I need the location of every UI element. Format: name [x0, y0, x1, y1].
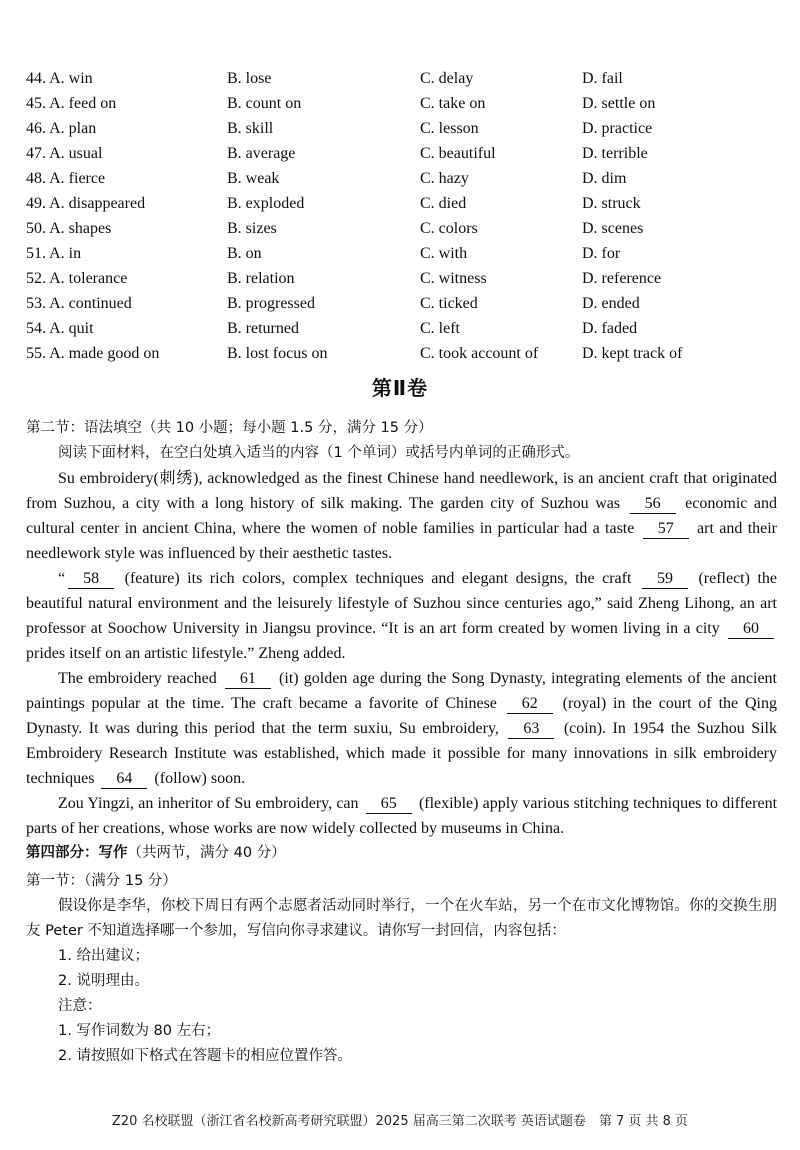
option-b: B. progressed	[227, 295, 315, 312]
passage-text: art and their needlework style was influenced by their aesthetic tastes.	[26, 520, 778, 562]
passage-text: (feature) its rich colors, complex techniques and elegant designs, the craft	[124, 570, 632, 587]
option-c: C. lesson	[420, 120, 479, 137]
option-a-text: A. made good on	[49, 345, 160, 362]
note-2: 2. 请按照如下格式在答题卡的相应位置作答。	[58, 1048, 352, 1064]
option-d: D. faded	[582, 320, 638, 337]
writing-part-heading	[26, 841, 777, 866]
passage-text: prides itself on an artistic lifestyle.” Zheng added.	[26, 645, 346, 662]
passage-text: (follow) soon.	[154, 770, 246, 787]
question-number: 45.	[26, 95, 46, 112]
passage-paragraph-4	[26, 791, 777, 841]
option-c: C. delay	[420, 70, 474, 87]
option-c: C. hazy	[420, 170, 469, 187]
question-number: 50.	[26, 220, 46, 237]
option-a-text: A. tolerance	[49, 270, 128, 287]
passage-paragraph-3	[26, 666, 777, 791]
blank-63[interactable]: 63	[508, 720, 554, 739]
option-d: D. for	[582, 245, 621, 262]
option-row-55	[26, 341, 786, 366]
passage-text: (flexible) apply various stitching techniques to different parts of her creations, whose works are now widely collected by museums in China.	[26, 795, 778, 837]
option-c: C. witness	[420, 270, 487, 287]
option-d: D. fail	[582, 70, 623, 87]
writing-section-heading: 第一节：（满分 15 分）	[26, 873, 177, 889]
option-a-text: A. plan	[49, 120, 97, 137]
grammar-section-heading: 第二节：语法填空（共 10 小题；每小题 1.5 分，满分 15 分）	[26, 420, 433, 436]
option-row-53	[26, 291, 786, 316]
option-a	[26, 91, 116, 116]
passage-text: Su embroidery(刺绣), acknowledged as the finest Chinese hand needlework, is an ancient craft that originated from Suzhou, a city with a long history of silk making. The garden city of Suzhou was	[26, 470, 777, 512]
note-1: 1. 写作词数为 80 左右；	[58, 1023, 221, 1039]
question-number: 44.	[26, 70, 46, 87]
blank-64[interactable]: 64	[101, 770, 147, 789]
blank-60[interactable]: 60	[728, 620, 774, 639]
passage-text: (it) golden age during the Song Dynasty, integrating elements of the ancient paintings popular at the time. The craft became a favorite of Chinese	[26, 670, 777, 712]
option-b: B. lost focus on	[227, 345, 328, 362]
option-d: D. dim	[582, 170, 627, 187]
option-c: C. colors	[420, 220, 478, 237]
option-b: B. average	[227, 145, 296, 162]
option-b: B. skill	[227, 120, 274, 137]
option-a	[26, 341, 159, 366]
option-row-48	[26, 166, 786, 191]
writing-prompt: 假设你是李华，你校下周日有两个志愿者活动同时举行，一个在火车站，另一个在市文化博物馆。你的交换生朋友 Peter 不知道选择哪一个参加，写信向你寻求建议。请你写一封回信，内容包括：	[26, 898, 777, 939]
option-row-44	[26, 66, 786, 91]
option-a-text: A. in	[49, 245, 82, 262]
writing-part-title: 第四部分：写作	[26, 845, 128, 861]
option-c: C. beautiful	[420, 145, 496, 162]
option-b: B. exploded	[227, 195, 305, 212]
option-a	[26, 191, 145, 216]
option-d: D. ended	[582, 295, 640, 312]
option-c: C. ticked	[420, 295, 478, 312]
option-c: C. with	[420, 245, 468, 262]
writing-point-1: 1. 给出建议；	[58, 948, 149, 964]
passage-text: (coin). In 1954 the Suzhou Silk Embroidery Research Institute was established, which made it possible for many innovations in silk embroidery techniques	[26, 720, 778, 787]
option-row-46	[26, 116, 786, 141]
option-d: D. scenes	[582, 220, 644, 237]
option-a	[26, 116, 96, 141]
option-b: B. sizes	[227, 220, 277, 237]
option-b: B. lose	[227, 70, 272, 87]
option-row-52	[26, 266, 786, 291]
option-a-text: A. usual	[49, 145, 103, 162]
main-content	[26, 416, 777, 1069]
question-number: 51.	[26, 245, 46, 262]
question-number: 49.	[26, 195, 46, 212]
option-d: D. kept track of	[582, 345, 683, 362]
option-row-54	[26, 316, 786, 341]
option-row-50	[26, 216, 786, 241]
option-row-51	[26, 241, 786, 266]
option-row-47	[26, 141, 786, 166]
option-a	[26, 316, 94, 341]
option-a	[26, 166, 105, 191]
option-d: D. settle on	[582, 95, 656, 112]
option-a-text: A. quit	[49, 320, 94, 337]
option-a	[26, 266, 127, 291]
blank-56[interactable]: 56	[630, 495, 676, 514]
question-number: 54.	[26, 320, 46, 337]
blank-62[interactable]: 62	[507, 695, 553, 714]
option-row-49	[26, 191, 786, 216]
option-a-text: A. continued	[49, 295, 132, 312]
passage-text: The embroidery reached	[58, 670, 217, 687]
option-a-text: A. fierce	[49, 170, 106, 187]
option-c: C. take on	[420, 95, 486, 112]
option-b: B. relation	[227, 270, 295, 287]
option-c: C. died	[420, 195, 467, 212]
option-a	[26, 141, 102, 166]
part-title: 第Ⅱ卷	[371, 376, 429, 400]
option-c: C. left	[420, 320, 460, 337]
writing-part-score: （共两节，满分 40 分）	[127, 845, 286, 861]
passage-paragraph-2	[26, 566, 777, 666]
question-number: 55.	[26, 345, 46, 362]
question-number: 53.	[26, 295, 46, 312]
option-d: D. practice	[582, 120, 653, 137]
option-b: B. on	[227, 245, 262, 262]
option-d: D. reference	[582, 270, 662, 287]
blank-59[interactable]: 59	[642, 570, 688, 589]
blank-57[interactable]: 57	[643, 520, 689, 539]
option-a-text: A. feed on	[49, 95, 117, 112]
passage-paragraph-1	[26, 466, 777, 566]
option-d: D. terrible	[582, 145, 648, 162]
blank-61[interactable]: 61	[225, 670, 271, 689]
option-d: D. struck	[582, 195, 641, 212]
option-b: B. weak	[227, 170, 280, 187]
blank-65[interactable]: 65	[366, 795, 412, 814]
grammar-instruction: 阅读下面材料，在空白处填入适当的内容（1 个单词）或括号内单词的正确形式。	[58, 445, 580, 461]
option-c: C. took account of	[420, 345, 539, 362]
question-number: 46.	[26, 120, 46, 137]
option-b: B. returned	[227, 320, 299, 337]
cloze-options-list	[26, 66, 786, 366]
option-a-text: A. disappeared	[49, 195, 146, 212]
question-number: 48.	[26, 170, 46, 187]
option-a	[26, 66, 93, 91]
passage-text: Zou Yingzi, an inheritor of Su embroidery, can	[58, 795, 359, 812]
option-a-text: A. shapes	[49, 220, 112, 237]
passage-text: (royal) in the court of the Qing Dynasty. It was during this period that the term suxiu, Su embroidery,	[26, 695, 778, 737]
passage-text: economic and cultural center in ancient China, where the women of noble families in particular had a taste	[26, 495, 778, 537]
page-footer: Z20 名校联盟（浙江省名校新高考研究联盟）2025 届高三第二次联考 英语试题卷 第 7 页 共 8 页	[111, 1114, 689, 1129]
option-row-45	[26, 91, 786, 116]
blank-58[interactable]: 58	[68, 570, 114, 589]
passage-text: (reflect) the beautiful natural environment and the leisurely lifestyle of Suzhou since centuries ago,” said Zheng Lihong, an art professor at Soochow University in Jiangsu province. “It is an art form created by women living in a city	[26, 570, 777, 637]
option-a	[26, 291, 132, 316]
question-number: 47.	[26, 145, 46, 162]
question-number: 52.	[26, 270, 46, 287]
quote-mark: “	[58, 570, 66, 587]
option-a-text: A. win	[49, 70, 93, 87]
option-a	[26, 241, 81, 266]
writing-point-2: 2. 说明理由。	[58, 973, 149, 989]
option-a	[26, 216, 111, 241]
notes-label: 注意：	[58, 998, 102, 1014]
option-b: B. count on	[227, 95, 302, 112]
